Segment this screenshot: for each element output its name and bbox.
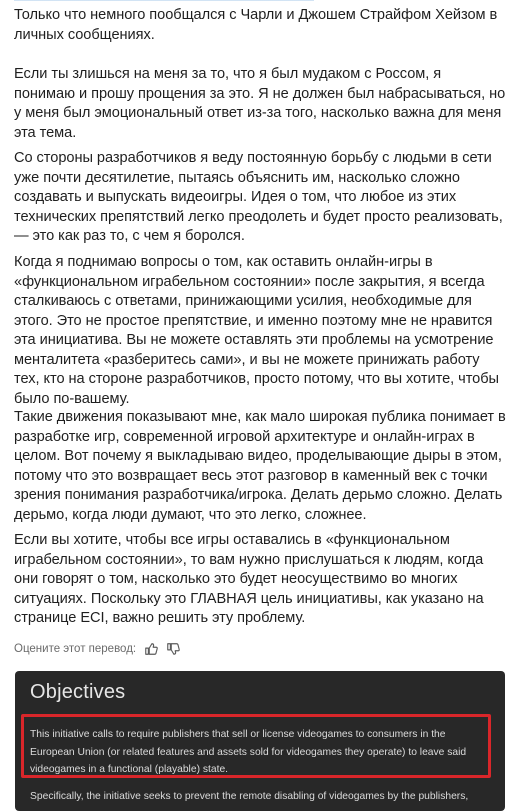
- translation-rating: [14, 642, 180, 656]
- objectives-title: Objectives: [30, 681, 126, 703]
- post-paragraph-2: Если ты злишься на меня за то, что я был мудаком с Россом, я понимаю и прошу прощения за это. Я не должен был набрасываться, но у меня был эмоциональный ответ из-за того, насколько важна для меня эта тема.: [14, 66, 506, 141]
- objectives-continued-text: Specifically, the initiative seeks to prevent the remote disabling of videogames by the publishers,: [30, 791, 469, 802]
- objectives-screenshot: [15, 671, 505, 811]
- post-paragraph-1: Только что немного пообщался с Чарли и Джошем Страйфом Хейзом в личных сообщениях.: [14, 7, 498, 43]
- post-paragraph-5: Такие движения показывают мне, как мало широкая публика понимает в разработке игр, современной игровой архитектуре и онлайн-играх в целом. Вот почему я выкладываю видео, проделывающие дыры в этом, потому что это возвращает весь этот разговор в каменный век с точки зрения понимания разработчика/игрока. Делать дерьмо сложно. Делать дерьмо, когда люди думают, что это легко, сложнее.: [14, 409, 506, 523]
- post-paragraph-4: Когда я поднимаю вопросы о том, как оставить онлайн-игры в «функциональном играбельном состоянии» после закрытия, я всегда сталкиваюсь с ответами, принижающими усилия, необходимые для этого. Это не простое препятствие, и именно поэтому мне не нравится эта инициатива. Вы не можете оставлять эти проблемы на усмотрение менталитета «разберитесь сами», и вы не можете принижать работу тех, кто на стороне разработчиков, просто потому, что вы хотите, чтобы было по-вашему.: [14, 254, 499, 407]
- post-body: [14, 0, 506, 626]
- thumbs-up-icon[interactable]: [144, 642, 158, 656]
- cut-off-link-line: [14, 0, 314, 1]
- rating-label: Оцените этот перевод:: [14, 643, 137, 655]
- post-paragraph-3: Со стороны разработчиков я веду постоянную борьбу с людьми в сети уже почти десятилетие, пытаясь объяснить им, насколько сложно создавать и выпускать видеоигры. Идея о том, что любое из этих технических препятствий легко преодолеть и будет просто реализовать, — это как раз то, с чем я боролся.: [14, 150, 503, 244]
- objectives-highlighted-text: This initiative calls to require publishers that sell or license videogames to consumers in the European Union (or related features and assets sold for videogames they operate) to leave said videogames in a functional (playable) state.: [30, 729, 467, 775]
- thumbs-down-icon[interactable]: [166, 642, 180, 656]
- post-paragraph-6: Если вы хотите, чтобы все игры оставались в «функциональном играбельном состоянии», то вам нужно прислушаться к людям, когда они говорят о том, насколько это будет неосуществимо во многих ситуациях. Поскольку это ГЛАВНАЯ цель инициативы, как указано на странице ECI, важно решить эту проблему.: [14, 532, 484, 626]
